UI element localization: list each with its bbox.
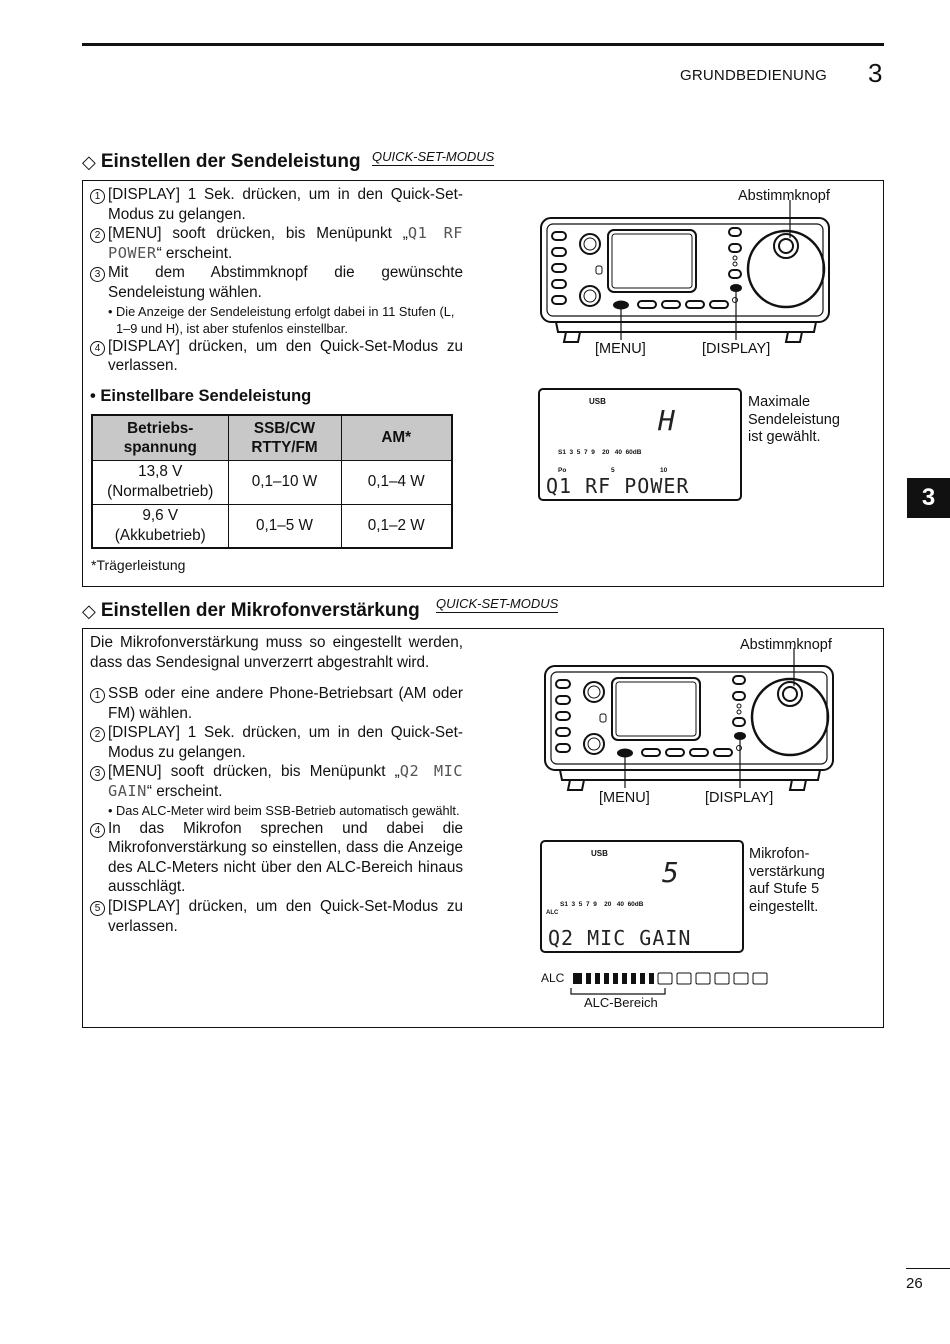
alc-segment-filled <box>604 973 609 984</box>
lcd-menu-item: Q1 RF POWER <box>546 474 690 498</box>
table-header-row <box>92 415 452 460</box>
step-number: 5 <box>90 901 105 916</box>
step-text: In das Mikrofon sprechen und dabei die Mikrofonverstärkung so einstellen, dass die Anzeige des ALC-Meters nicht über den ALC-Bereich hinaus ausschlägt. <box>108 819 463 896</box>
step-number: 3 <box>90 267 105 282</box>
table-row <box>92 504 452 548</box>
step-2 <box>90 224 463 263</box>
knob-label: Abstimmknopf <box>738 188 830 204</box>
step-2 <box>90 723 463 762</box>
page-number-rule <box>906 1268 950 1269</box>
step-4 <box>90 337 463 376</box>
diamond-icon: ◇ <box>82 600 96 621</box>
step-5 <box>90 897 463 936</box>
step-number: 4 <box>90 823 105 838</box>
step-text: Mit dem Abstimmknopf die gewünschte Sendeleistung wählen. <box>108 264 463 301</box>
power-subheading: • Einstellbare Sendeleistung <box>90 387 312 405</box>
step-text <box>108 762 463 801</box>
section2-steps <box>90 684 463 936</box>
section2-intro: Die Mikrofonverstärkung muss so eingestellt werden, dass das Sendesignal unverzerrt abgestrahlt wird. <box>90 634 463 671</box>
lcd-menu-text: Q1 RF POWER <box>108 224 463 262</box>
table-header-am: AM* <box>341 415 452 460</box>
lcd-mode: USB <box>591 849 608 858</box>
menu-button-label: [MENU] <box>599 790 650 806</box>
table-row <box>92 460 452 504</box>
step-number: 1 <box>90 189 105 204</box>
step-text-post: “ erscheint. <box>146 782 223 800</box>
chapter-tab[interactable]: 3 <box>907 478 950 518</box>
alc-segment-filled <box>595 973 600 984</box>
menu-button-label: [MENU] <box>595 341 646 357</box>
step-text <box>108 224 463 263</box>
table-cell-voltage: 13,8 V (Normalbetrieb) <box>92 460 228 504</box>
lcd-gain-value: 5 <box>662 856 679 889</box>
power-table <box>91 414 453 549</box>
lcd-display-1 <box>538 388 742 501</box>
radio-illustration <box>540 648 840 808</box>
table-cell-am: 0,1–4 W <box>341 460 452 504</box>
section2-title <box>82 600 420 622</box>
lcd-display-2 <box>540 840 744 953</box>
lcd-po-10: 10 <box>660 467 668 474</box>
lcd-power-value: H <box>658 404 675 437</box>
step-note: • Die Anzeige der Sendeleistung erfolgt dabei in 11 Stufen (L, 1–9 und H), ist aber stufenlos einstellbar. <box>90 303 463 337</box>
step-3 <box>90 762 463 801</box>
step-number: 1 <box>90 688 105 703</box>
display-button-label: [DISPLAY] <box>705 790 774 806</box>
alc-segment-filled <box>573 973 582 984</box>
page-number: 26 <box>906 1275 923 1292</box>
alc-segment-empty <box>715 973 729 984</box>
table-header-ssb: SSB/CW RTTY/FM <box>228 415 341 460</box>
step-text: [DISPLAY] 1 Sek. drücken, um in den Quick-Set-Modus zu gelangen. <box>108 724 463 761</box>
step-text: SSB oder eine andere Phone-Betriebsart (AM oder FM) wählen. <box>108 685 463 722</box>
chapter-number: 3 <box>868 58 883 88</box>
table-footnote: *Trägerleistung <box>91 557 186 573</box>
power-subheading-text: Einstellbare Sendeleistung <box>100 387 312 405</box>
alc-segment-filled <box>649 973 654 984</box>
step-text: [DISPLAY] drücken, um den Quick-Set-Modus zu verlassen. <box>108 337 463 375</box>
lcd-mode: USB <box>589 397 606 406</box>
table-cell-ssb: 0,1–10 W <box>228 460 341 504</box>
table-cell-am: 0,1–2 W <box>341 504 452 548</box>
alc-range-label: ALC-Bereich <box>584 995 658 1010</box>
table-cell-ssb: 0,1–5 W <box>228 504 341 548</box>
step-number: 3 <box>90 766 105 781</box>
alc-segment-filled <box>631 973 636 984</box>
header-rule <box>82 43 884 46</box>
section1-title <box>82 151 361 173</box>
lcd-s-scale: S1 3 5 7 9 20 40 60dB <box>560 901 644 908</box>
knob-label: Abstimmknopf <box>740 637 832 653</box>
lcd-menu-text: Q2 MIC GAIN <box>108 762 463 800</box>
display-button-label: [DISPLAY] <box>702 341 771 357</box>
table-cell-voltage: 9,6 V (Akkubetrieb) <box>92 504 228 548</box>
radio-illustration <box>536 200 836 360</box>
lcd-menu-item: Q2 MIC GAIN <box>548 926 692 950</box>
section-header-title: GRUNDBEDIENUNG <box>680 67 827 84</box>
lcd1-caption: Maximale Sendeleistung ist gewählt. <box>748 394 840 445</box>
alc-segment-empty <box>753 973 767 984</box>
step-text-pre: [MENU] sooft drücken, bis Menüpunkt „ <box>108 225 408 243</box>
section1-title-text: Einstellen der Sendeleistung <box>100 151 361 172</box>
section1-mode-tag: QUICK-SET-MODUS <box>372 149 495 164</box>
lcd-alc-label: ALC <box>546 910 559 916</box>
note-text: Das ALC-Meter wird beim SSB-Betrieb automatisch gewählt. <box>116 802 460 818</box>
diamond-icon: ◇ <box>82 151 96 172</box>
section2-mode-tag: QUICK-SET-MODUS <box>436 596 559 611</box>
alc-segment-empty <box>696 973 710 984</box>
alc-segment-empty <box>677 973 691 984</box>
alc-meter-label: ALC <box>541 971 565 985</box>
alc-segment-empty <box>658 973 672 984</box>
alc-segment-filled <box>613 973 618 984</box>
step-3 <box>90 263 463 302</box>
section1-steps <box>90 185 463 376</box>
step-1 <box>90 684 463 723</box>
step-4 <box>90 819 463 897</box>
alc-segment-filled <box>586 973 591 984</box>
lcd2-caption: Mikrofon- verstärkung auf Stufe 5 eingestellt. <box>749 846 825 915</box>
step-note: • Das ALC-Meter wird beim SSB-Betrieb automatisch gewählt. <box>108 802 460 818</box>
step-text-post: “ erscheint. <box>156 244 233 262</box>
section2-title-text: Einstellen der Mikrofonverstärkung <box>100 600 420 621</box>
step-text-pre: [MENU] sooft drücken, bis Menüpunkt „ <box>108 763 400 781</box>
alc-segment-filled <box>622 973 627 984</box>
table-header-voltage: Betriebs- spannung <box>92 415 228 460</box>
step-number: 2 <box>90 228 105 243</box>
lcd-po-label: Po <box>558 467 567 474</box>
step-number: 4 <box>90 341 105 356</box>
lcd-po-5: 5 <box>611 467 615 474</box>
alc-segment-filled <box>640 973 645 984</box>
step-text: [DISPLAY] 1 Sek. drücken, um in den Quick-Set-Modus zu gelangen. <box>108 186 463 223</box>
step-number: 2 <box>90 727 105 742</box>
step-1 <box>90 185 463 224</box>
lcd-s-scale: S1 3 5 7 9 20 40 60dB <box>558 449 642 456</box>
note-text: Die Anzeige der Sendeleistung erfolgt dabei in 11 Stufen (L, 1–9 und H), ist aber stufenlos einstellbar. <box>116 303 455 336</box>
step-text: [DISPLAY] drücken, um den Quick-Set-Modus zu verlassen. <box>108 897 463 935</box>
alc-segment-empty <box>734 973 748 984</box>
